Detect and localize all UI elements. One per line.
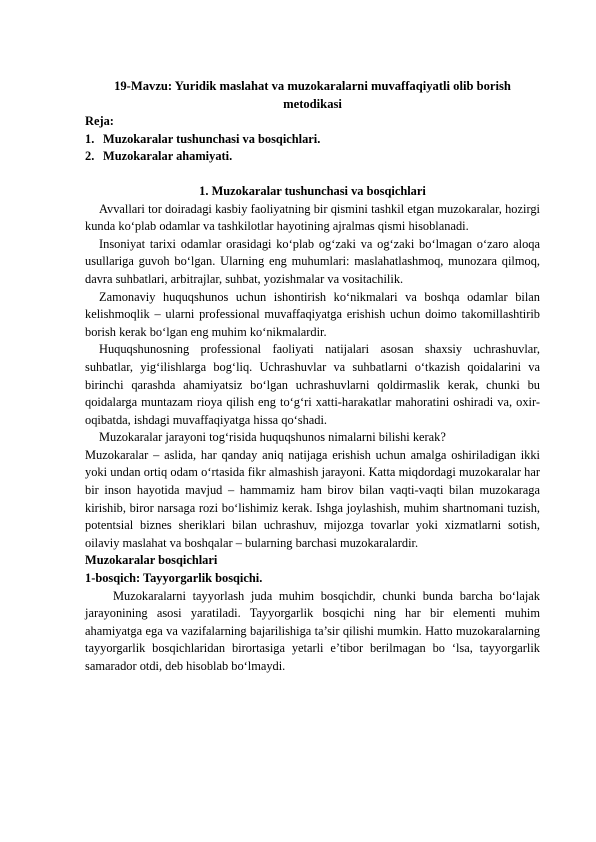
document-title: 19-Mavzu: Yuridik maslahat va muzokaralarni muvaffaqiyatli olib borish metodikasi xyxy=(114,79,511,111)
paragraph: Zamonaviy huquqshunos uchun ishontirish ko‘nikmalari va boshqa odamlar bilan kelishmoqlik – ularni professional muvaffaqiyatga erishish uchun doimo takomillashtirib borish kerak bo‘lgan eng muhim ko‘nikmalardir. xyxy=(85,289,540,339)
section-title: 1. Muzokaralar tushunchasi va bosqichlari xyxy=(199,183,426,198)
paragraph: Muzokaralar – aslida, har qanday aniq natijaga erishish uchun amalga oshiriladigan ikki yoki undan ortiq odam o‘rtasida fikr almashish jarayoni. Katta miqdordagi muzokaralar har bir inson hayotida mavjud – hammamiz ham birov bilan vaqti-vaqti bilan muzokaraga kirishib, biror narsaga rozi bo‘lishimiz kerak. Ishga joylashish, muhim shartnomani tuzish, potentsial biznes sheriklari bilan uchrashuv, mijozga tovarlar yoki xizmatlarni sotish, oilaviy maslahat va boshqalar – bularning barchasi muzokaralardir. xyxy=(85,447,540,550)
plan-item-number: 1. xyxy=(85,131,95,146)
plan-item-text: Muzokaralar tushunchasi va bosqichlari. xyxy=(103,131,321,146)
plan-label: Reja: xyxy=(85,114,114,129)
paragraph: Avvallari tor doiradagi kasbiy faoliyatning bir qismini tashkil etgan muzokaralar, hozirgi kunda ko‘plab odamlar va tashkilotlar hayotining ajralmas qismi hisoblanadi. xyxy=(85,201,540,234)
paragraph: Insoniyat tarixi odamlar orasidagi ko‘plab og‘zaki va og‘zaki bo‘lmagan o‘zaro aloqa usullariga guvoh bo‘lgan. Ularning eng muhumlari: maslahatlashmoq, munozara qilmoq, davra suhbatlari, arbitrajlar, suhbat, yozishmalar va vositachilik. xyxy=(85,236,540,286)
question-paragraph: Muzokaralar jarayoni tog‘risida huquqshunos nimalarni bilishi kerak? xyxy=(99,430,446,445)
paragraph: Muzokaralarni tayyorlash juda muhim bosqichdir, chunki bunda barcha bo‘lajak jarayonining asosi yaratiladi. Tayyorgarlik bosqichi ning har bir elementi muhim ahamiyatga ega va vazifalarning bajarilishiga ta’sir qilishi mumkin. Hatto muzokaralarning tayyorgarlik bosqichlaridan birortasiga yetarli e’tibor berilmagan bo ‘lsa, tayyorgarlik samarador otdi, deb hisoblab bo‘lmaydi. xyxy=(85,588,540,673)
plan-list xyxy=(85,131,540,166)
subheading-stages: Muzokaralar bosqichlari xyxy=(85,553,218,568)
plan-item-number: 2. xyxy=(85,149,95,164)
plan-item xyxy=(85,148,540,166)
spacer xyxy=(85,166,540,183)
subheading-stage-1: 1-bosqich: Tayyorgarlik bosqichi. xyxy=(85,571,263,586)
plan-item-text: Muzokaralar ahamiyati. xyxy=(103,149,233,164)
paragraph: Huquqshunosning professional faoliyati natijalari asosan shaxsiy uchrashuvlar, suhbatlar, yig‘ilishlarga bog‘liq. Uchrashuvlar va suhbatlarni o‘tkazish qoidalarini va birinchi qarashda ahamiyatsiz bo‘lgan uchrashuvlarni qoldirmaslik kerak, chunki bu qoidalarga muntazam rioya qilish eng to‘g‘ri xatti-harakatlar mahoratini oshiradi va, oxir-oqibatda, ishdagi muvaffaqiyatga hissa qo‘shadi. xyxy=(85,342,540,427)
plan-item xyxy=(85,131,540,149)
